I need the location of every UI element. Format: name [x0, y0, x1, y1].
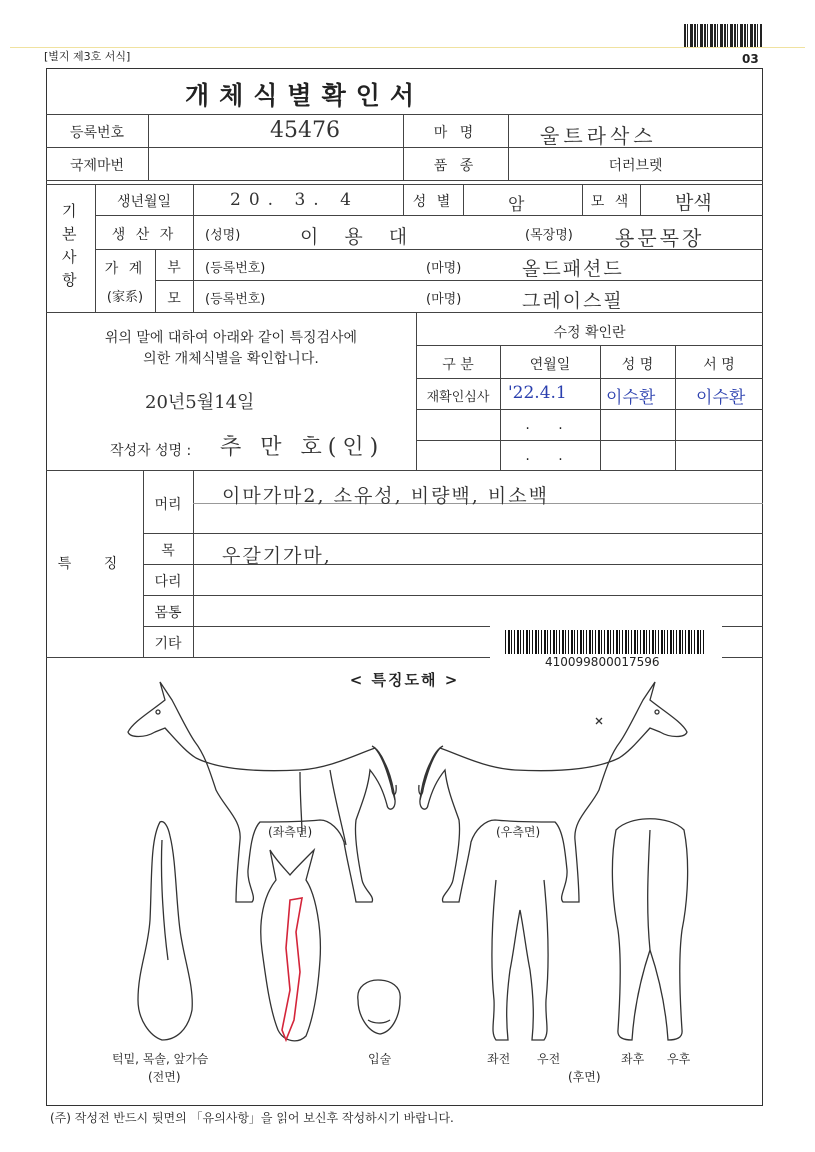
lips-label: 입술 [368, 1052, 392, 1066]
intl-no-label: 국제마번 [69, 158, 125, 174]
confirm-line-2: 의한 개체식별을 확인합니다. [143, 351, 319, 367]
left-side-label: (좌측면) [268, 825, 313, 839]
revision-row-1-type: 재확인심사 [426, 390, 490, 405]
confirm-line-1: 위의 말에 대하여 아래와 같이 특징검사에 [104, 330, 358, 346]
horse-rear-view-icon [612, 819, 687, 1040]
revision-row-1-sign: 이수환 [696, 388, 746, 408]
rear-left-label: 좌후 [621, 1052, 645, 1066]
rear-right-label: 우후 [667, 1052, 691, 1066]
rear-view-label: (후면) [568, 1070, 601, 1084]
feature-label-other: 기타 [154, 636, 182, 652]
horse-left-side-icon [128, 682, 396, 902]
front-left-label: 좌전 [487, 1052, 511, 1066]
breed-label: 품 종 [433, 158, 478, 174]
horse-chest-front-icon [138, 822, 192, 1040]
barcode-number: 410099800017596 [545, 655, 660, 669]
breeder-name-value: 이 용 대 [300, 226, 418, 248]
farm-label: (목장명) [525, 228, 573, 243]
horse-head-front-icon [261, 850, 321, 1041]
dam-label: 모 [167, 291, 181, 307]
farm-value: 용문목장 [615, 226, 705, 250]
breeder-name-label: (성명) [205, 228, 241, 243]
revision-col-date: 연월일 [529, 357, 571, 373]
horse-lips-icon [358, 980, 400, 1034]
revision-row-1-name: 이수환 [606, 388, 656, 408]
page-title: 개체식별확인서 [184, 81, 425, 110]
feature-value-head: 이마가마2, 소유성, 비량백, 비소백 [222, 485, 549, 507]
coat-value: 밤색 [675, 192, 712, 214]
footer-note: (주) 작성전 반드시 뒷면의 「유의사항」을 읽어 보신후 작성하시기 바랍니다. [50, 1111, 454, 1125]
sex-label: 성 별 [412, 194, 454, 210]
birth-label: 생년월일 [116, 194, 172, 210]
writer-label: 작성자 성명 : [110, 443, 192, 459]
front-view-label: (전면) [148, 1070, 181, 1084]
feature-label-head: 머리 [154, 497, 182, 513]
revision-col-sign: 서 명 [703, 357, 735, 373]
breeder-label: 생 산 자 [111, 227, 177, 243]
breed-value: 더러브렛 [608, 158, 663, 174]
confirm-date: 20년5월14일 [145, 392, 255, 413]
feature-value-neck: 우갈기가마, [222, 545, 332, 567]
sex-value: 암 [508, 195, 525, 215]
feature-label-neck: 목 [161, 543, 175, 559]
revision-row-1-date: '22.4.1 [508, 383, 567, 403]
sire-label: 부 [167, 260, 181, 276]
right-side-label: (우측면) [496, 825, 541, 839]
feature-label-body: 몸통 [154, 605, 182, 621]
coat-label: 모 색 [590, 194, 632, 210]
basic-section-label: 기본사항 [62, 202, 77, 289]
sire-reg-label: (등록번호) [205, 261, 266, 276]
sire-name-label: (마명) [426, 261, 462, 276]
reg-no-label: 등록번호 [69, 125, 125, 141]
writer-value: 추 만 호(인) [220, 435, 385, 460]
chest-caption: 턱밑, 목솔, 앞가슴 [112, 1052, 209, 1066]
sire-name-value: 올드패션드 [522, 258, 624, 280]
dam-reg-label: (등록번호) [205, 292, 266, 307]
horse-front-legs-icon [492, 880, 548, 1040]
front-right-label: 우전 [537, 1052, 561, 1066]
reg-no-value: 45476 [270, 118, 340, 143]
page-number: 03 [742, 52, 759, 66]
pedigree-label: 가 계 [104, 261, 146, 277]
revision-row-3-date: . . [525, 448, 575, 464]
revision-col-name: 성 명 [621, 357, 654, 373]
feature-label-legs: 다리 [154, 574, 182, 590]
birth-value: 20. 3. 4 [230, 190, 359, 210]
revision-row-2-date: . . [525, 417, 575, 433]
form-id: [별지 제3호 서식] [44, 50, 131, 63]
dam-name-label: (마명) [426, 292, 462, 307]
diagram-title: < 특징도해 > [349, 671, 460, 689]
horse-name-value: 울트라삭스 [540, 124, 657, 148]
horse-right-side-icon [419, 682, 687, 902]
horse-name-label: 마 명 [433, 125, 478, 141]
revision-col-type: 구 분 [442, 357, 474, 373]
revision-title: 수정 확인란 [553, 325, 626, 341]
pedigree-hanja: (家系) [106, 290, 144, 305]
dam-name-value: 그레이스필 [522, 290, 624, 312]
features-section-label: 특 징 [57, 556, 132, 572]
